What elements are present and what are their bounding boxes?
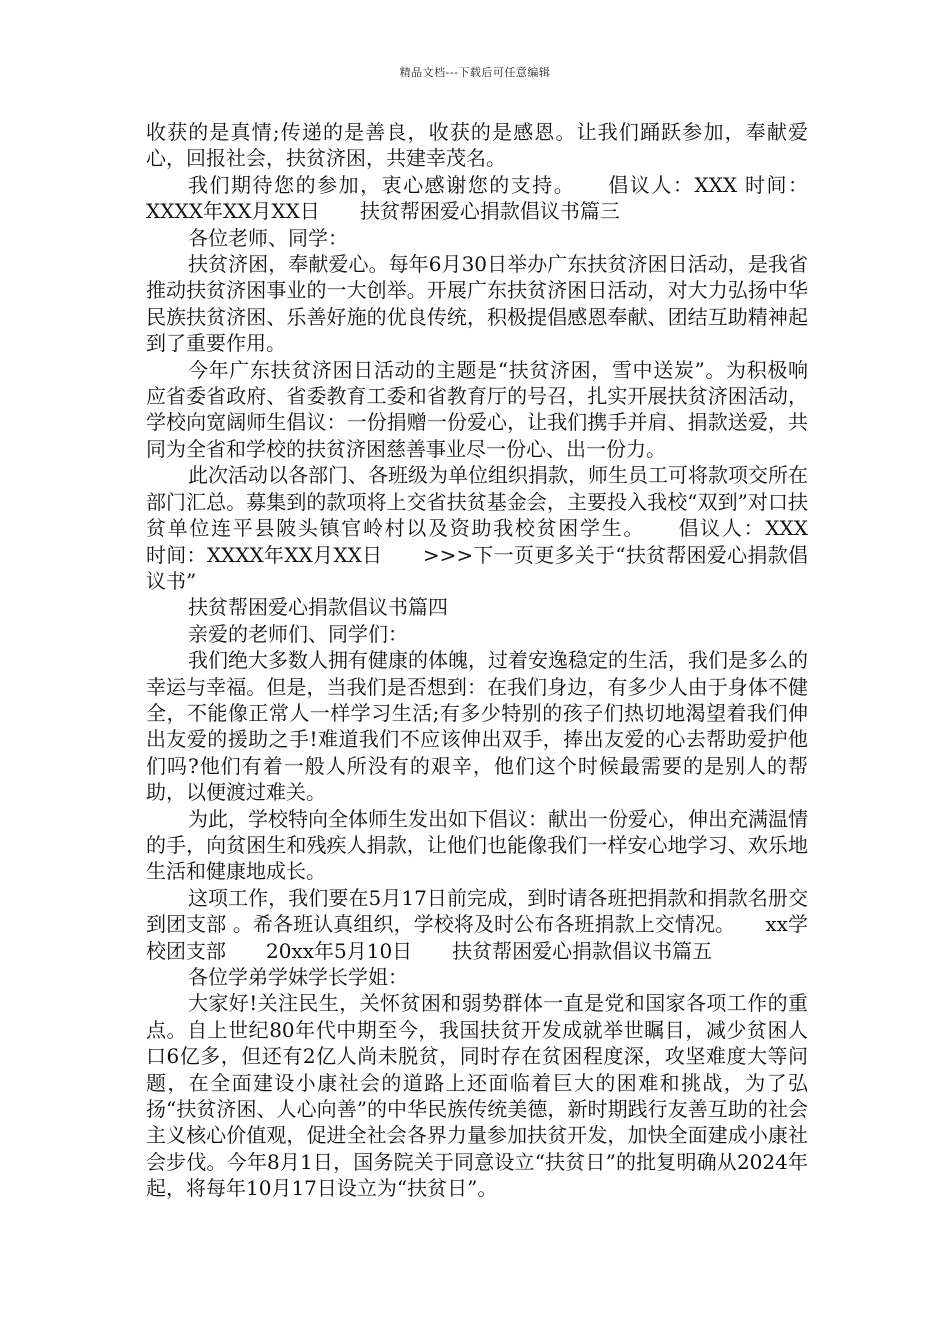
- page-header: 精品文档---下载后可任意编辑: [399, 66, 551, 79]
- document-body: [146, 119, 848, 1202]
- paragraph: 这项工作，我们要在5月17日前完成，到时请各班把捐款和捐款名册交到团支部 。希各班认真组织，学校将及时公布各班捐款上交情况。 xx学校团支部 20xx年5月10日 扶贫帮困爱心捐款倡议书篇五: [146, 885, 808, 963]
- paragraph: 扶贫济困，奉献爱心。每年6月30日举办广东扶贫济困日活动，是我省推动扶贫济困事业的一大创举。开展广东扶贫济困日活动，对大力弘扬中华民族扶贫济困、乐善好施的优良传统，积极提倡感恩奉献、团结互助精神起到了重要作用。: [146, 252, 808, 356]
- paragraph: 为此，学校特向全体师生发出如下倡议：献出一份爱心，伸出充满温情的手，向贫困生和残疾人捐款，让他们也能像我们一样安心地学习、欢乐地生活和健康地成长。: [146, 806, 808, 884]
- paragraph: 收获的是真情;传递的是善良，收获的是感恩。让我们踊跃参加，奉献爱心，回报社会，扶贫济困，共建幸茂名。: [146, 120, 808, 171]
- paragraph: 大家好!关注民生，关怀贫困和弱势群体一直是党和国家各项工作的重点。自上世纪80年代中期至今，我国扶贫开发成就举世瞩目，减少贫困人口6亿多，但还有2亿人尚未脱贫，同时存在贫困程度深，攻坚难度大等问题，在全面建设小康社会的道路上还面临着巨大的困难和挑战，为了弘扬“扶贫济困、人心向善”的中华民族传统美德，新时期践行友善互助的社会主义核心价值观，促进全社会各界力量参加扶贫开发，加快全面建成小康社会步伐。今年8月1日，国务院关于同意设立“扶贫日”的批复明确从2024年起，将每年10月17日设立为“扶贫日”。: [146, 991, 808, 1201]
- paragraph: 今年广东扶贫济困日活动的主题是“扶贫济困，雪中送炭”。为积极响应省委省政府、省委教育工委和省教育厅的号召，扎实开展扶贫济困活动，学校向宽阔师生倡议：一份捐赠一份爱心，让我们携手并肩、捐款送爱，共同为全省和学校的扶贫济困慈善事业尽一份心、出一份力。: [146, 357, 808, 461]
- paragraph: 我们绝大多数人拥有健康的体魄，过着安逸稳定的生活，我们是多么的幸运与幸福。但是，当我们是否想到：在我们身边，有多少人由于身体不健全，不能像正常人一样学习生活;有多少特别的孩子们热切地渴望着我们伸出友爱的援助之手!难道我们不应该伸出双手，捧出友爱的心去帮助爱护他们吗?他们有着一般人所没有的艰辛，他们这个时候最需要的是别人的帮助，以便渡过难关。: [146, 648, 808, 805]
- salutation: 各位老师、同学：: [188, 225, 348, 250]
- paragraph: 我们期待您的参加，衷心感谢您的支持。 倡议人：XXX 时间：XXXX年XX月XX日 扶贫帮困爱心捐款倡议书篇三: [146, 172, 808, 224]
- salutation: 各位学弟学妹学长学姐：: [188, 965, 408, 989]
- salutation: 亲爱的老师们、同学们：: [188, 621, 408, 646]
- paragraph: 此次活动以各部门、各班级为单位组织捐款，师生员工可将款项交所在部门汇总。募集到的款项将上交省扶贫基金会，主要投入我校“双到”对口扶贫单位连平县陂头镇官岭村以及资助我校贫困学生。 倡议人：XXX 时间：XXXX年XX月XX日 >>>下一页更多关于“扶贫帮困爱心捐款倡议书”: [146, 463, 848, 593]
- section-title: 扶贫帮困爱心捐款倡议书篇四: [188, 595, 448, 620]
